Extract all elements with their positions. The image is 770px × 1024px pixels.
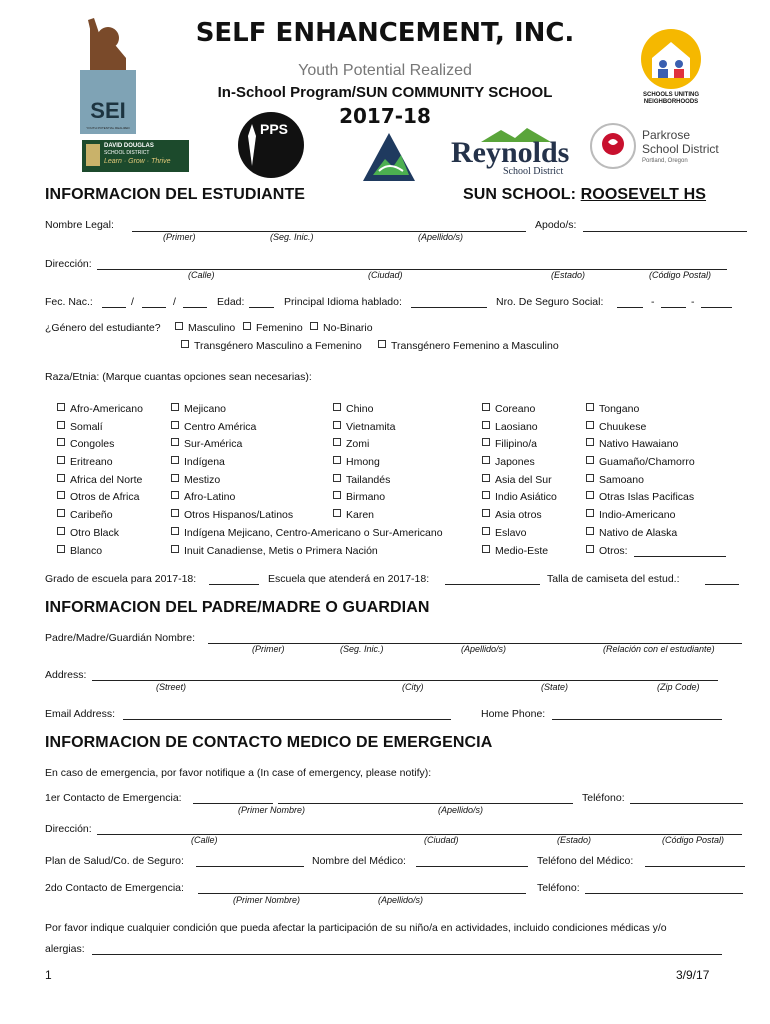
- gender-option-masculino[interactable]: Masculino: [175, 322, 235, 334]
- race-option-label: Otros Hispanos/Latinos: [184, 509, 294, 521]
- race-option-label: Nativo Hawaiano: [599, 438, 679, 450]
- race-option-label: Coreano: [495, 403, 536, 415]
- doctor-name-input[interactable]: [416, 866, 528, 867]
- race-option[interactable]: [333, 438, 369, 450]
- race-option-label: Karen: [346, 509, 375, 521]
- race-option-label: Afro-Latino: [184, 491, 236, 503]
- race-option-label: Indio Asiático: [495, 491, 557, 503]
- guardian-info-heading: INFORMACION DEL PADRE/MADRE O GUARDIAN: [45, 599, 430, 616]
- race-option[interactable]: [586, 491, 694, 503]
- legal-name-middle-hint: (Seg. Inic.): [270, 232, 314, 242]
- race-option-label: Otras Islas Pacificas: [599, 491, 695, 503]
- parkrose-line2: School District: [642, 142, 719, 156]
- race-option[interactable]: [482, 403, 535, 415]
- david-douglas-line1: DAVID DOUGLAS: [104, 143, 154, 149]
- checkbox-icon: [482, 509, 490, 517]
- race-option[interactable]: [586, 456, 695, 468]
- checkbox-icon: [482, 474, 490, 482]
- david-douglas-line2: SCHOOL DISTRICT: [104, 150, 150, 156]
- race-option[interactable]: [333, 474, 390, 486]
- checkbox-icon: [333, 438, 341, 446]
- parkrose-line3: Portland, Oregon: [642, 158, 688, 164]
- checkbox-icon: [586, 456, 594, 464]
- checkbox-icon: [57, 421, 65, 429]
- race-option[interactable]: [482, 491, 557, 503]
- contact1-last-hint: (Apellido/s): [438, 805, 484, 815]
- contact2-phone-label: Teléfono:: [537, 882, 580, 894]
- parkrose-logo: [590, 122, 720, 174]
- race-option[interactable]: [171, 438, 242, 450]
- checkbox-icon: [57, 491, 65, 499]
- race-option[interactable]: [482, 438, 537, 450]
- dob-month-input[interactable]: [102, 307, 126, 308]
- race-option[interactable]: [171, 491, 235, 503]
- legal-name-first-hint: (Primer): [163, 232, 196, 242]
- contact2-last-hint: (Apellido/s): [378, 895, 424, 905]
- checkbox-icon: [586, 403, 594, 411]
- pps-logo-text: PPS: [260, 121, 289, 137]
- race-option[interactable]: [57, 527, 119, 539]
- race-option-label: Somalí: [70, 421, 103, 433]
- race-option[interactable]: [171, 474, 220, 486]
- dob-year-input[interactable]: [183, 307, 207, 308]
- race-option[interactable]: [57, 456, 113, 468]
- checkbox-icon: [171, 545, 179, 553]
- david-douglas-mark-icon: [86, 144, 100, 166]
- checkbox-icon: [171, 527, 179, 535]
- race-option-label: Nativo de Alaska: [599, 527, 678, 539]
- checkbox-icon: [333, 456, 341, 464]
- race-option-label: Blanco: [70, 545, 103, 557]
- race-option[interactable]: [586, 545, 628, 557]
- checkbox-icon: [333, 421, 341, 429]
- checkbox-icon: [482, 456, 490, 464]
- race-option-label: Tailandés: [346, 474, 391, 486]
- allergies-input[interactable]: [92, 954, 722, 955]
- contact1-first-input[interactable]: [193, 803, 273, 804]
- race-option-label: Asia otros: [495, 509, 542, 521]
- emergency-heading: INFORMACION DE CONTACTO MEDICO DE EMERGENCIA: [45, 734, 493, 751]
- ssn-part2-input[interactable]: [661, 307, 686, 308]
- race-option-label: Mejicano: [184, 403, 227, 415]
- checkbox-icon: [333, 474, 341, 482]
- checkbox-icon: [333, 509, 341, 517]
- contact1-zip-hint: (Código Postal): [662, 835, 725, 845]
- race-option[interactable]: [171, 527, 443, 539]
- sun-school-value: ROOSEVELT HS: [580, 186, 707, 203]
- school-label: Escuela que atenderá en 2017-18:: [268, 573, 430, 585]
- checkbox-icon: [57, 474, 65, 482]
- race-option-label: Congoles: [70, 438, 115, 450]
- checkbox-icon: [57, 403, 65, 411]
- reynolds-name: Reynolds: [451, 136, 570, 169]
- checkbox-icon: [586, 491, 594, 499]
- contact1-first-hint: (Primer Nombre): [238, 805, 306, 815]
- race-option-label: Asia del Sur: [495, 474, 552, 486]
- checkbox-icon: [175, 322, 183, 330]
- gender-option-femenino[interactable]: Femenino: [243, 322, 303, 334]
- guardian-last-hint: (Apellido/s): [461, 644, 507, 654]
- nickname-input[interactable]: [583, 231, 747, 232]
- race-option-label: Chuukese: [599, 421, 647, 433]
- checkbox-icon: [586, 421, 594, 429]
- checkbox-icon: [378, 340, 386, 348]
- checkbox-icon: [482, 545, 490, 553]
- dob-slash-1: /: [131, 296, 134, 308]
- guardian-middle-hint: (Seg. Inic.): [340, 644, 384, 654]
- org-name: SELF ENHANCEMENT, INC.: [195, 18, 575, 48]
- gender-question: ¿Género del estudiante?: [45, 322, 161, 334]
- race-option-label: Otro Black: [70, 527, 120, 539]
- condition-question: Por favor indique cualquier condición que pueda afectar la participación de su niño/a en actividades, incluido condiciones médicas y/o: [45, 922, 667, 934]
- home-phone-input[interactable]: [552, 719, 722, 720]
- checkbox-icon: [171, 438, 179, 446]
- race-option[interactable]: [57, 474, 142, 486]
- race-option-label: Eslavo: [495, 527, 527, 539]
- ssn-label: Nro. De Seguro Social:: [496, 296, 604, 308]
- race-option-label: Sur-América: [184, 438, 243, 450]
- race-option[interactable]: [586, 474, 644, 486]
- guardian-state-hint: (State): [541, 682, 569, 692]
- race-option-label: Inuit Canadiense, Metis o Primera Nación: [184, 545, 378, 557]
- gender-option-trans-mf[interactable]: Transgénero Masculino a Femenino: [181, 340, 362, 352]
- suns-logo-text: SCHOOLS UNITING NEIGHBORHOODS: [642, 92, 699, 105]
- race-option-label: Africa del Norte: [70, 474, 143, 486]
- age-label: Edad:: [217, 296, 245, 308]
- checkbox-icon: [171, 509, 179, 517]
- checkbox-icon: [482, 527, 490, 535]
- race-option[interactable]: [333, 403, 373, 415]
- race-option-label: Centro América: [184, 421, 257, 433]
- address-street-hint: (Calle): [188, 270, 215, 280]
- contact1-state-hint: (Estado): [557, 835, 592, 845]
- school-input[interactable]: [445, 584, 540, 585]
- shirt-size-label: Talla de camiseta del estud.:: [547, 573, 680, 585]
- race-option[interactable]: [333, 456, 380, 468]
- address-city-hint: (Ciudad): [368, 270, 403, 280]
- sun-school: [463, 186, 706, 204]
- mountain-icon: [361, 131, 417, 183]
- race-option[interactable]: [57, 545, 102, 557]
- checkbox-icon: [482, 421, 490, 429]
- race-option[interactable]: [482, 456, 535, 468]
- checkbox-icon: [57, 438, 65, 446]
- doctor-phone-label: Teléfono del Médico:: [537, 855, 634, 867]
- race-option[interactable]: [586, 438, 678, 450]
- david-douglas-logo: [82, 140, 189, 172]
- allergies-label: alergias:: [45, 943, 85, 955]
- race-option[interactable]: [171, 509, 293, 521]
- race-option[interactable]: [171, 421, 256, 433]
- shirt-size-input[interactable]: [705, 584, 739, 585]
- language-label: Principal Idioma hablado:: [284, 296, 402, 308]
- age-input[interactable]: [249, 307, 274, 308]
- language-input[interactable]: [411, 307, 487, 308]
- pps-torch-icon: [244, 124, 260, 166]
- race-option[interactable]: [482, 545, 548, 557]
- race-option[interactable]: [333, 491, 385, 503]
- race-option-label: Laosiano: [495, 421, 538, 433]
- race-option-label: Guamaño/Chamorro: [599, 456, 695, 468]
- insurance-label: Plan de Salud/Co. de Seguro:: [45, 855, 184, 867]
- guardian-relation-hint: (Relación con el estudiante): [603, 644, 715, 654]
- checkbox-icon: [57, 545, 65, 553]
- pps-logo: [238, 112, 304, 178]
- contact2-label: 2do Contacto de Emergencia:: [45, 882, 184, 894]
- contact1-city-hint: (Ciudad): [424, 835, 459, 845]
- race-option-label: Otros:: [599, 545, 628, 557]
- guardian-first-hint: (Primer): [252, 644, 285, 654]
- suns-logo: [636, 28, 706, 106]
- suns-schoolhouse-icon: [636, 28, 706, 90]
- race-option-label: Tongano: [599, 403, 640, 415]
- rose-icon: [590, 122, 636, 170]
- race-option[interactable]: [171, 456, 225, 468]
- race-option[interactable]: [171, 403, 226, 415]
- race-option-label: Eritreano: [70, 456, 113, 468]
- legal-name-last-hint: (Apellido/s): [418, 232, 464, 242]
- race-option[interactable]: [333, 421, 395, 433]
- contact1-phone-label: Teléfono:: [582, 792, 625, 804]
- race-other-input[interactable]: [634, 556, 726, 557]
- contact1-label: 1er Contacto de Emergencia:: [45, 792, 182, 804]
- mountain-logo: [361, 131, 417, 183]
- doctor-name-label: Nombre del Médico:: [312, 855, 406, 867]
- race-option-label: Otros de Africa: [70, 491, 140, 503]
- tagline: Youth Potential Realized: [298, 62, 472, 79]
- guardian-address-label: Address:: [45, 669, 87, 681]
- checkbox-icon: [171, 491, 179, 499]
- race-option-label: Zomi: [346, 438, 370, 450]
- checkbox-icon: [586, 438, 594, 446]
- race-option-label: Mestizo: [184, 474, 221, 486]
- sei-logo: [80, 18, 136, 134]
- checkbox-icon: [482, 491, 490, 499]
- doctor-phone-input[interactable]: [645, 866, 745, 867]
- gender-option-trans-fm[interactable]: Transgénero Femenino a Masculino: [378, 340, 559, 352]
- race-option[interactable]: [586, 509, 675, 521]
- contact2-name-input[interactable]: [198, 893, 526, 894]
- student-info-heading: INFORMACION DEL ESTUDIANTE: [45, 186, 306, 203]
- checkbox-icon: [57, 527, 65, 535]
- grade-label: Grado de escuela para 2017-18:: [45, 573, 197, 585]
- address-label: Dirección:: [45, 258, 92, 270]
- race-option[interactable]: [482, 421, 538, 433]
- reynolds-logo: [451, 128, 579, 176]
- checkbox-icon: [333, 403, 341, 411]
- reynolds-sub: School District: [503, 166, 564, 177]
- ssn-dash-2: -: [691, 296, 695, 308]
- race-option-label: Indígena: [184, 456, 225, 468]
- checkbox-icon: [586, 527, 594, 535]
- race-option-label: Samoano: [599, 474, 644, 486]
- parkrose-line1: Parkrose: [642, 128, 691, 142]
- race-option[interactable]: [57, 403, 143, 415]
- checkbox-icon: [171, 456, 179, 464]
- program-name: In-School Program/SUN COMMUNITY SCHOOL: [217, 84, 553, 101]
- race-option[interactable]: [333, 509, 374, 521]
- checkbox-icon: [243, 322, 251, 330]
- ssn-dash-1: -: [651, 296, 655, 308]
- contact1-phone-input[interactable]: [630, 803, 743, 804]
- checkbox-icon: [171, 403, 179, 411]
- checkbox-icon: [482, 403, 490, 411]
- race-option-label: Medio-Este: [495, 545, 549, 557]
- checkbox-icon: [171, 421, 179, 429]
- race-question: Raza/Etnia: (Marque cuantas opciones sean necesarias):: [45, 371, 312, 383]
- race-option-label: Afro-Americano: [70, 403, 143, 415]
- gender-option-no-binario[interactable]: No-Binario: [310, 322, 373, 334]
- race-option-label: Caribeño: [70, 509, 113, 521]
- dob-slash-2: /: [173, 296, 176, 308]
- checkbox-icon: [482, 438, 490, 446]
- race-option[interactable]: [482, 474, 552, 486]
- ssn-part1-input[interactable]: [617, 307, 643, 308]
- checkbox-icon: [586, 509, 594, 517]
- checkbox-icon: [57, 456, 65, 464]
- race-option-label: Indígena Mejicano, Centro-Americano o Sur-Americano: [184, 527, 443, 539]
- guardian-name-label: Padre/Madre/Guardián Nombre:: [45, 632, 195, 644]
- race-option[interactable]: [482, 509, 542, 521]
- grade-input[interactable]: [209, 584, 259, 585]
- contact1-address-label: Dirección:: [45, 823, 92, 835]
- sei-logo-text: SEI: [90, 98, 126, 123]
- insurance-input[interactable]: [196, 866, 304, 867]
- race-option[interactable]: [57, 438, 114, 450]
- guardian-city-hint: (City): [402, 682, 424, 692]
- contact1-street-hint: (Calle): [191, 835, 218, 845]
- race-option[interactable]: [57, 421, 103, 433]
- guardian-address-input[interactable]: [92, 680, 718, 681]
- checkbox-icon: [57, 509, 65, 517]
- address-zip-hint: (Código Postal): [649, 270, 712, 280]
- checkbox-icon: [586, 545, 594, 553]
- race-option-label: Hmong: [346, 456, 380, 468]
- revision-date: 3/9/17: [676, 968, 710, 982]
- david-douglas-line3: Learn · Grow · Thrive: [104, 158, 171, 165]
- sei-logo-sub: YOUTH POTENTIAL REALIZED: [86, 126, 130, 130]
- email-input[interactable]: [123, 719, 451, 720]
- checkbox-icon: [586, 474, 594, 482]
- contact2-first-hint: (Primer Nombre): [233, 895, 301, 905]
- contact1-last-input[interactable]: [278, 803, 573, 804]
- guardian-zip-hint: (Zip Code): [657, 682, 700, 692]
- dob-day-input[interactable]: [142, 307, 166, 308]
- email-label: Email Address:: [45, 708, 116, 720]
- dob-label: Fec. Nac.:: [45, 296, 93, 308]
- race-option[interactable]: [482, 527, 527, 539]
- checkbox-icon: [171, 474, 179, 482]
- checkbox-icon: [333, 491, 341, 499]
- race-option-label: Chino: [346, 403, 374, 415]
- race-option[interactable]: [586, 421, 646, 433]
- ssn-part3-input[interactable]: [701, 307, 732, 308]
- checkbox-icon: [181, 340, 189, 348]
- nickname-label: Apodo/s:: [535, 219, 577, 231]
- guardian-street-hint: (Street): [156, 682, 187, 692]
- race-option[interactable]: [171, 545, 378, 557]
- race-option[interactable]: [586, 403, 639, 415]
- race-option-label: Filipino/a: [495, 438, 538, 450]
- sun-school-label: SUN SCHOOL:: [463, 186, 577, 203]
- home-phone-label: Home Phone:: [481, 708, 546, 720]
- race-option[interactable]: [57, 491, 139, 503]
- legal-name-label: Nombre Legal:: [45, 219, 114, 231]
- school-year: 2017-18: [339, 104, 431, 128]
- race-option-label: Japones: [495, 456, 535, 468]
- checkbox-icon: [310, 322, 318, 330]
- page-number: 1: [45, 968, 52, 982]
- address-state-hint: (Estado): [551, 270, 586, 280]
- contact2-phone-input[interactable]: [585, 893, 743, 894]
- race-option-label: Vietnamita: [346, 421, 396, 433]
- race-option-label: Indio-Americano: [599, 509, 676, 521]
- race-option[interactable]: [586, 527, 677, 539]
- race-option[interactable]: [57, 509, 113, 521]
- emergency-intro: En caso de emergencia, por favor notifique a (In case of emergency, please notify):: [45, 767, 432, 779]
- race-option-label: Birmano: [346, 491, 386, 503]
